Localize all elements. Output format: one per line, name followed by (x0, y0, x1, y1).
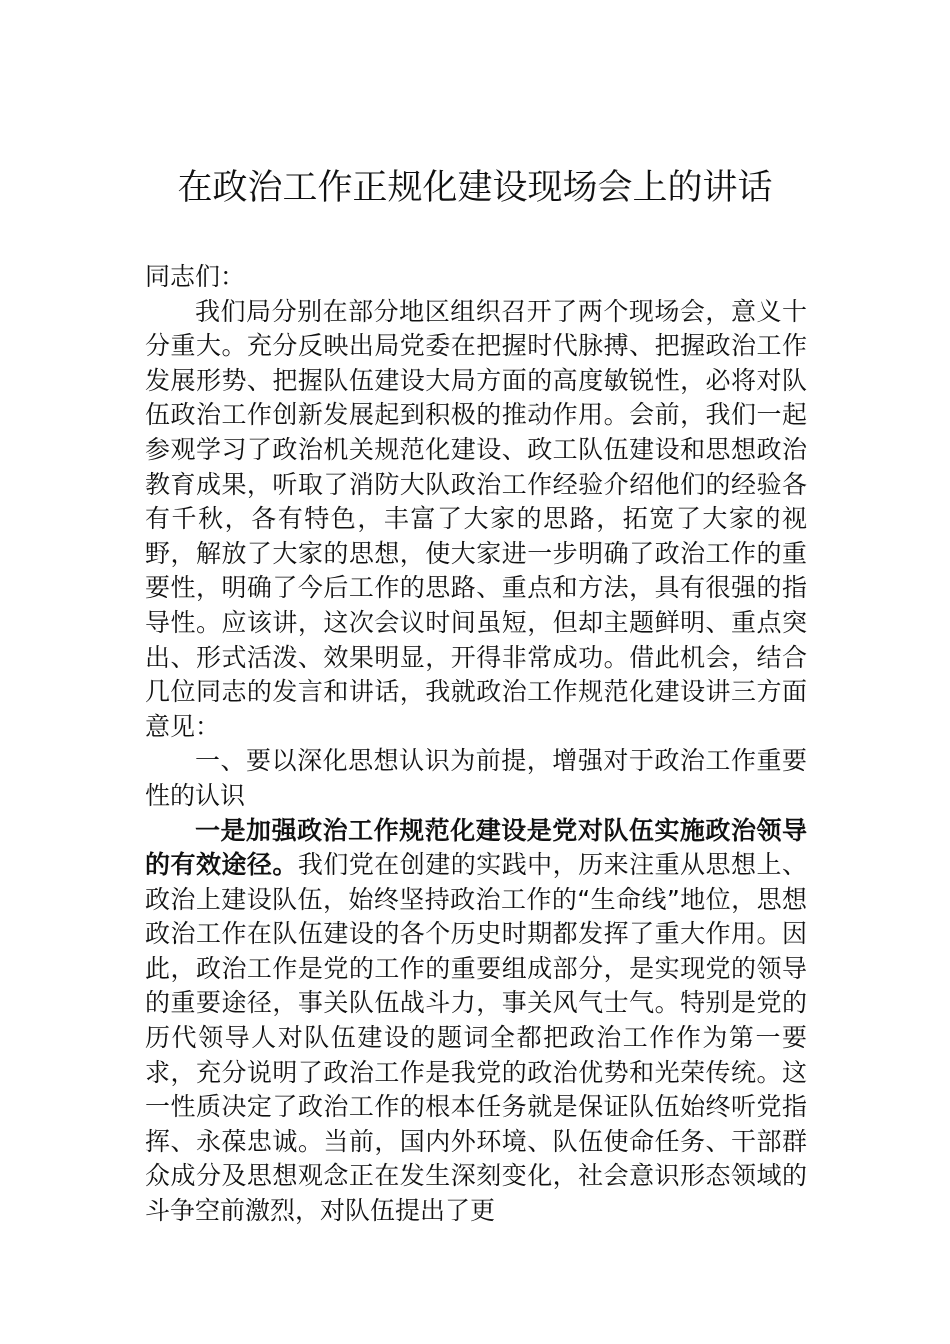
point-1-body: 我们党在创建的实践中，历来注重从思想上、政治上建设队伍，始终坚持政治工作的“生命线”地位，思想政治工作在队伍建设的各个历史时期都发挥了重大作用。因此，政治工作是党的工作的重要组成部分，是实现党的领导的重要途径，事关队伍战斗力，事关风气士气。特别是党的历代领导人对队伍建设的题词全都把政治工作作为第一要求，充分说明了政治工作是我党的政治优势和光荣传统。这一性质决定了政治工作的根本任务就是保证队伍始终听党指挥、永葆忠诚。当前，国内外环境、队伍使命任务、干部群众成分及思想观念正在发生深刻变化，社会意识形态领域的斗争空前激烈，对队伍提出了更 (145, 850, 807, 1226)
salutation: 同志们： (145, 262, 246, 291)
point-1-lead: 一是加强政治工作规范化建设是党对队伍实施政治领导的有效途径。 (145, 815, 807, 880)
document-title: 在政治工作正规化建设现场会上的讲话 (177, 168, 773, 208)
document-body (145, 260, 807, 1229)
paragraph-intro: 我们局分别在部分地区组织召开了两个现场会，意义十分重大。充分反映出局党委在把握时代脉搏、把握政治工作发展形势、把握队伍建设大局方面的高度敏锐性，必将对队伍政治工作创新发展起到积极的推动作用。会前，我们一起参观学习了政治机关规范化建设、政工队伍建设和思想政治教育成果，听取了消防大队政治工作经验介绍他们的经验各有千秋，各有特色，丰富了大家的思路，拓宽了大家的视野，解放了大家的思想，使大家进一步明确了政治工作的重要性，明确了今后工作的思路、重点和方法，具有很强的指导性。应该讲，这次会议时间虽短，但却主题鲜明、重点突出、形式活泼、效果明显，开得非常成功。借此机会，结合几位同志的发言和讲话，我就政治工作规范化建设讲三方面意见： (145, 296, 807, 741)
section-heading-1: 一、要以深化思想认识为前提，增强对于政治工作重要性的认识 (145, 746, 807, 810)
paragraph-point-1 (145, 814, 807, 1229)
